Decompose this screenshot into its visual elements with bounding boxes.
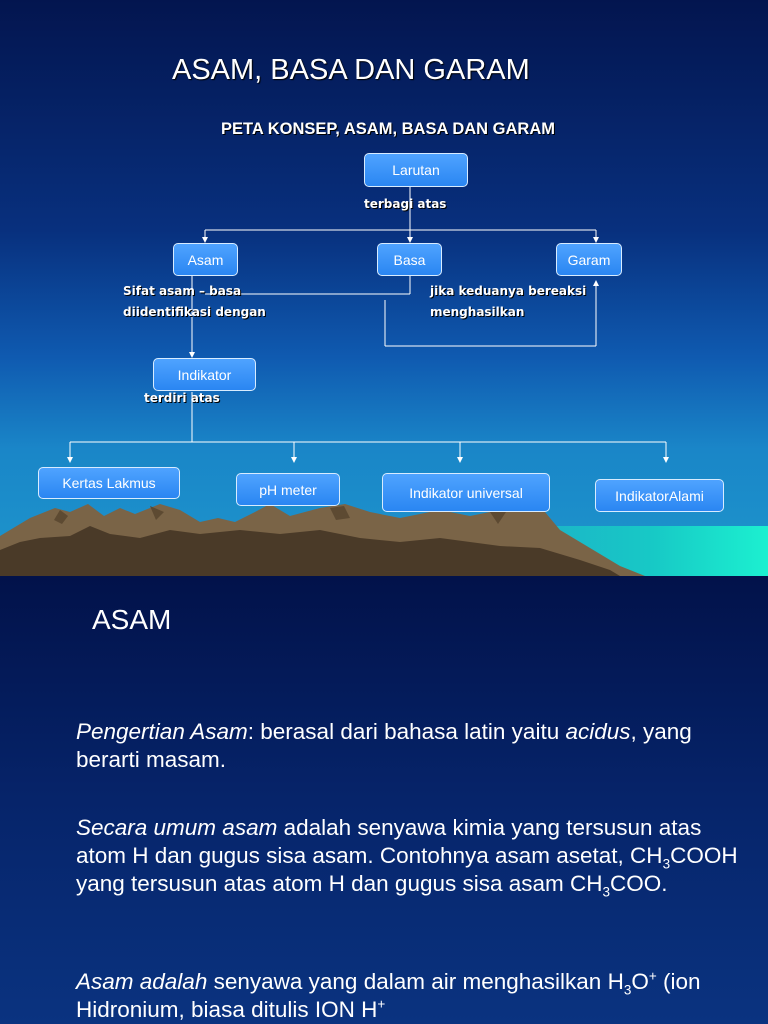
sifat-label-line2: diidentifikasi dengan <box>123 305 266 319</box>
slide-title: ASAM, BASA DAN GARAM <box>172 54 530 86</box>
definisi-paragraph: Secara umum asam adalah senyawa kimia yang tersusun atas atom H dan gugus sisa asam. Contohnya asam asetat, $CH_3COOH$ yang tersusun atas atom H dan gugus sisa asam $CH_3COO$. <box>76 815 738 900</box>
secara-umum-term: Secara umum asam <box>76 815 278 840</box>
concept-map-subtitle: PETA KONSEP, ASAM, BASA DAN GARAM <box>221 120 555 138</box>
garam-box: Garam <box>556 243 622 276</box>
indikator-box: Indikator <box>153 358 256 391</box>
terdiri-atas-label: terdiri atas <box>144 391 220 405</box>
jika-label-line1: jika keduanya bereaksi <box>430 284 587 298</box>
pengertian-term: Pengertian Asam <box>76 719 248 744</box>
kertas-lakmus-box: Kertas Lakmus <box>38 467 180 499</box>
pengertian-paragraph: Pengertian Asam: berasal dari bahasa latin yaitu acidus, yang berarti masam. <box>76 719 692 772</box>
asam-title: ASAM <box>92 604 172 635</box>
sifat-label-line1: Sifat asam – basa <box>123 284 242 298</box>
larutan-box: Larutan <box>364 153 468 187</box>
hidronium-paragraph: Asam adalah senyawa yang dalam air menghasilkan $H_3O^+$ (ion Hidronium, biasa ditulis ION H+ <box>76 968 701 1022</box>
jika-label-line2: menghasilkan <box>430 305 525 319</box>
indikator-universal-box: Indikator universal <box>382 473 550 512</box>
ph-meter-box: pH meter <box>236 473 340 506</box>
terbagi-atas-label: terbagi atas <box>364 197 447 211</box>
basa-box: Basa <box>377 243 442 276</box>
asam-adalah-term: Asam adalah <box>76 969 208 994</box>
asam-slide <box>0 576 768 1024</box>
asam-box: Asam <box>173 243 238 276</box>
indikator-alami-box: IndikatorAlami <box>595 479 724 512</box>
